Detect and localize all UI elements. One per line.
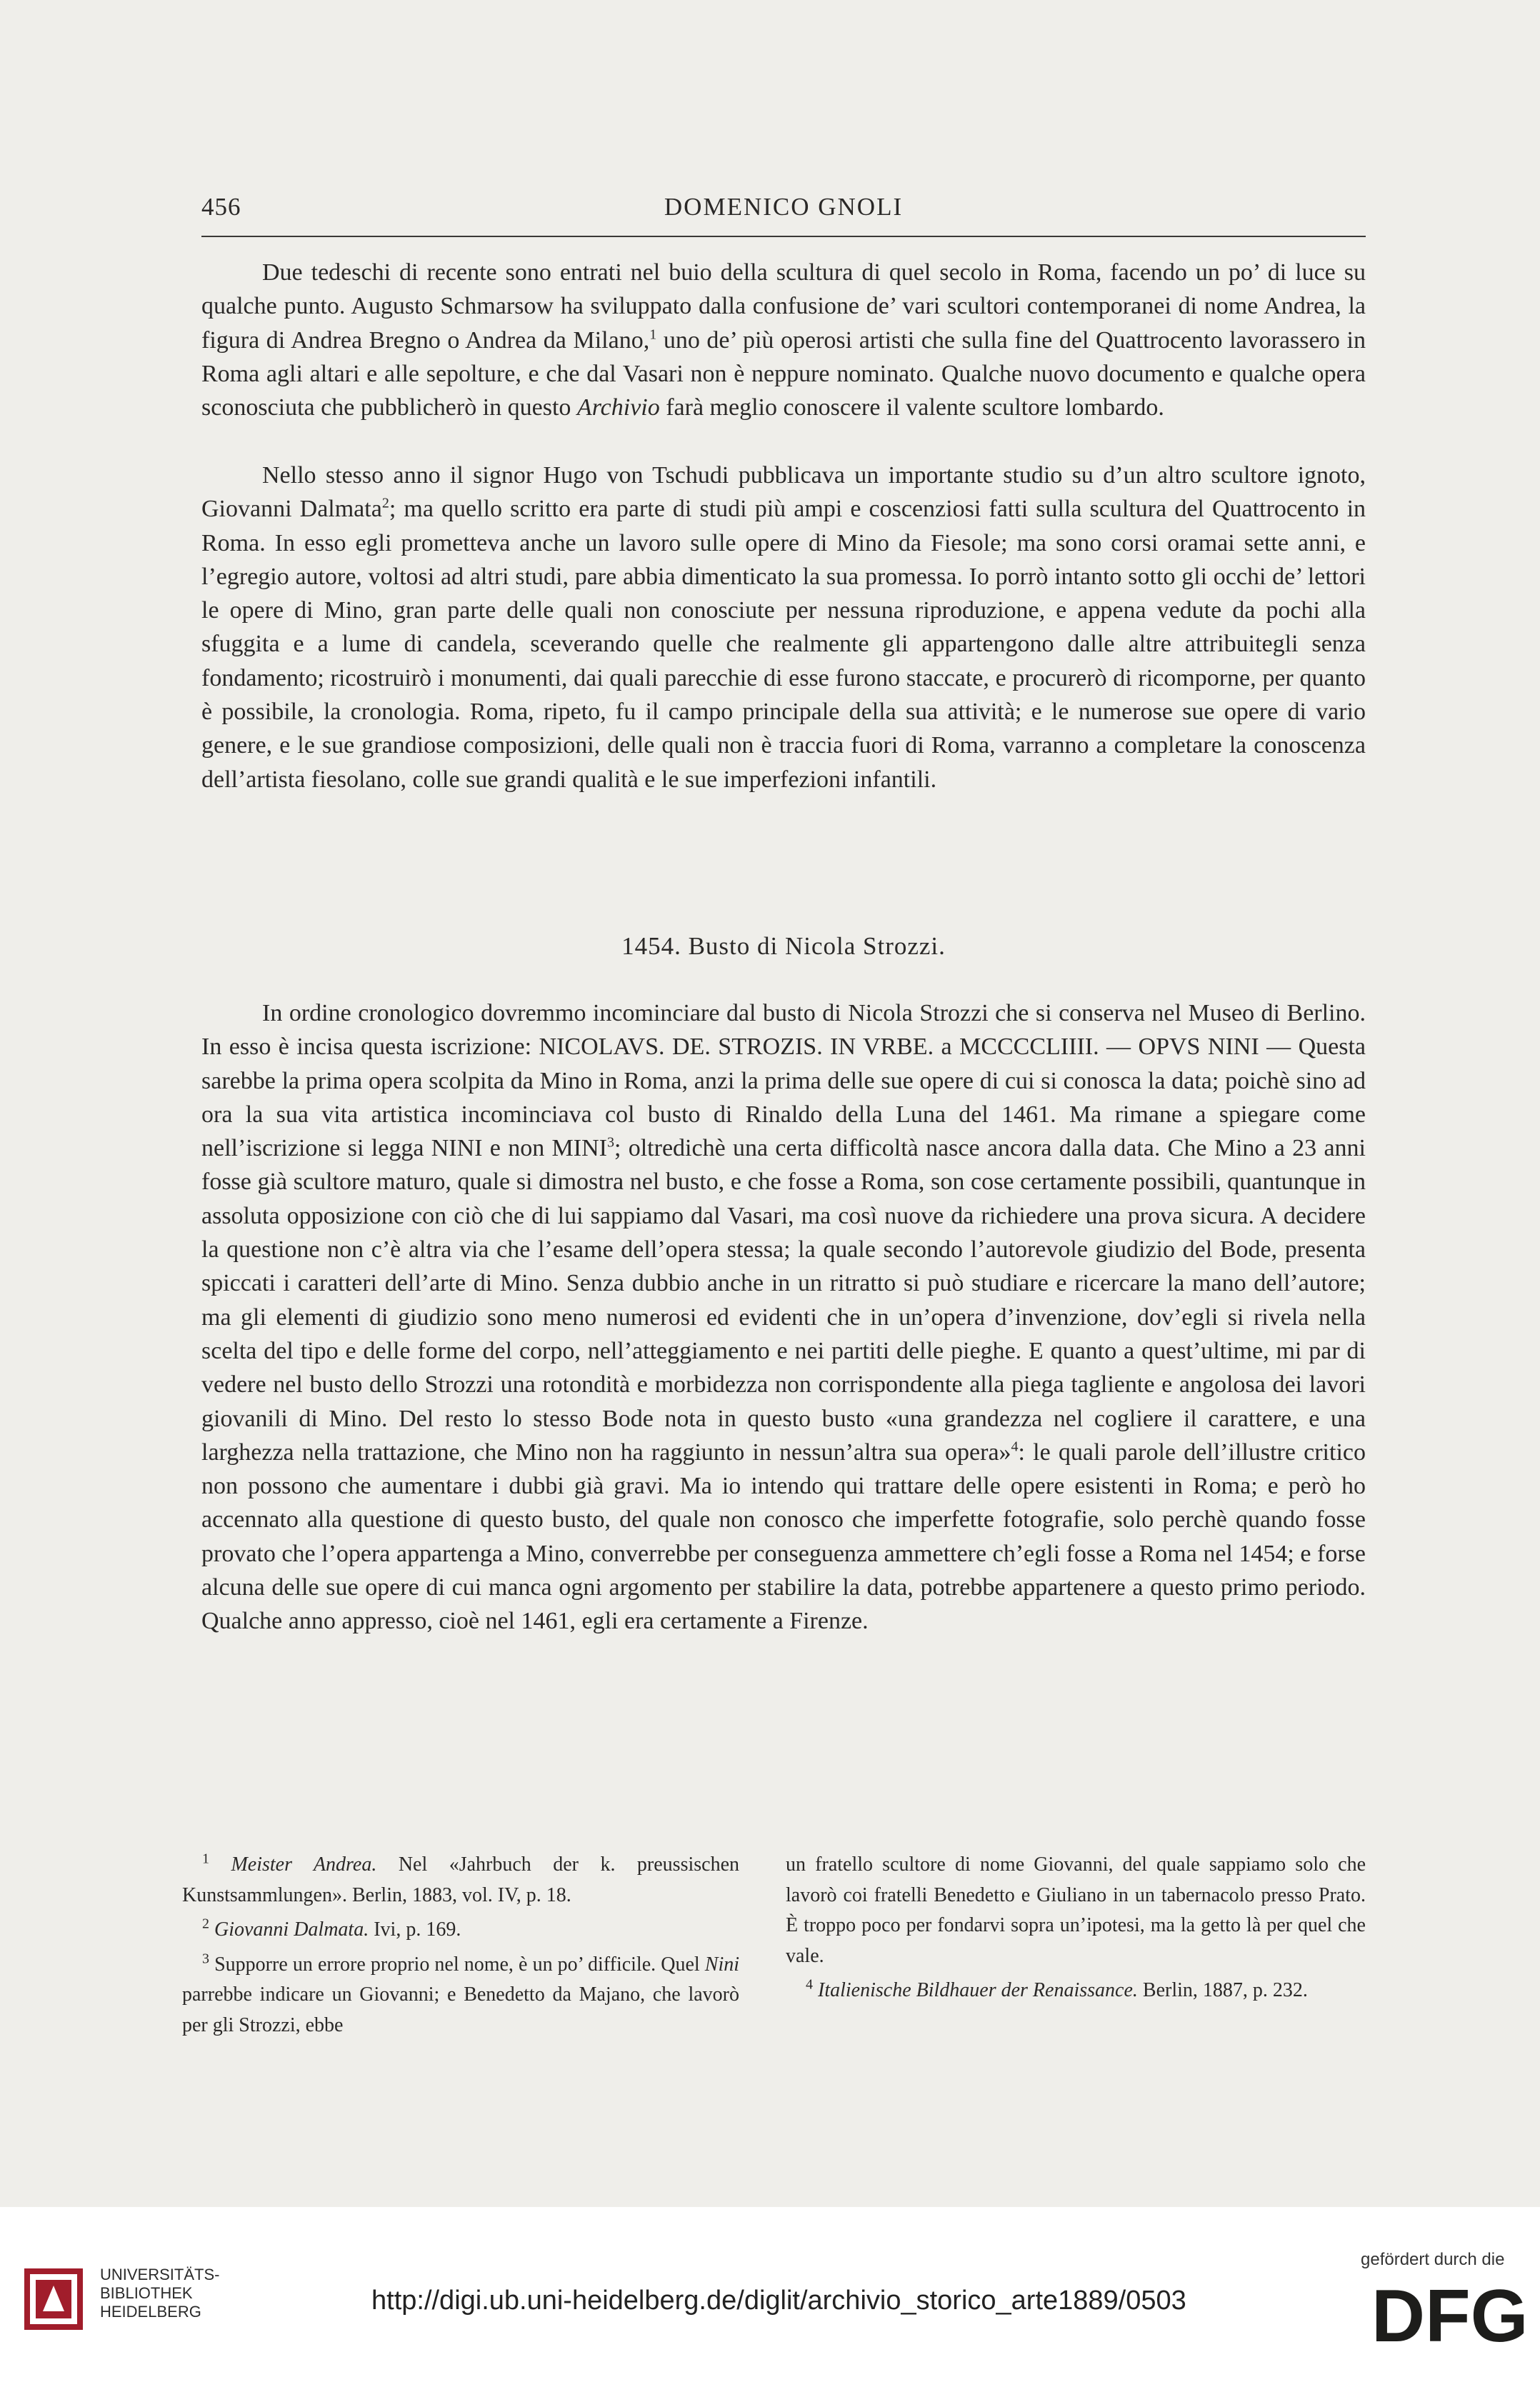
- footnote-2-text: Ivi, p. 169.: [369, 1918, 461, 1941]
- paragraph-3-text-c: : le quali parole dell’illustre critico non possono che aumentare i dubbi già gravi. Ma io intendo qui trattare delle opere esistenti in Roma; e però ho accennato alla questione di questo busto, del quale non conosco che imperfette fotografie, solo perchè quando fosse provato che l’opera appartenga a Mino, converrebbe per conseguenza ammettere ch’egli fosse a Roma nel 1454; e forse alcuna delle sue opere di cui manca ogni argomento per stabilire la data, potrebbe appartenere a questo primo periodo. Qualche anno appresso, cioè nel 1461, egli era certamente a Firenze.: [201, 1438, 1366, 1635]
- footnote-3-text-a: Supporre un errore proprio nel nome, è un po’ difficile. Quel: [214, 1953, 705, 1976]
- footnote-4-number: 4: [806, 1976, 813, 1993]
- footnote-ref-2: 2: [381, 495, 389, 511]
- footnote-1: [182, 1850, 739, 1911]
- footnotes-left-column: [182, 1850, 739, 2045]
- footnote-4: [786, 1976, 1366, 2006]
- digitization-footer: [0, 2207, 1540, 2397]
- paragraph-1: [201, 256, 1366, 424]
- footnote-3-italic: Nini: [704, 1953, 739, 1976]
- dfg-logo-icon: [1371, 2278, 1529, 2350]
- paragraph-1-text-c: farà meglio conoscere il valente scultore lombardo.: [659, 394, 1164, 421]
- footnote-3: [182, 1950, 739, 2041]
- university-name-line-1: UNIVERSITÄTS-: [100, 2266, 220, 2283]
- source-url-link[interactable]: http://digi.ub.uni-heidelberg.de/diglit/archivio_storico_arte1889/0503: [371, 2286, 1186, 2316]
- university-name-line-2: BIBLIOTHEK: [100, 2284, 193, 2302]
- running-head: DOMENICO GNOLI: [664, 193, 904, 221]
- footnote-1-text: Nel «Jahrbuch der k. preussischen Kunstsammlungen». Berlin, 1883, vol. IV, p. 18.: [182, 1853, 740, 1906]
- page-header: [201, 193, 1366, 236]
- footnote-3-continued: un fratello scultore di nome Giovanni, del quale sappiamo solo che lavorò coi fratelli Benedetto e Giuliano in un tabernacolo presso Prato. È troppo poco per fondarvi sopra un’ipotesi, ma la getto là per quel che vale.: [786, 1853, 1366, 1967]
- footnotes-right-column: [786, 1850, 1366, 2011]
- university-library-logo-icon: [14, 2258, 93, 2337]
- footnote-1-number: 1: [202, 1851, 209, 1867]
- paragraph-1-italic: Archivio: [576, 394, 660, 421]
- footnote-ref-1: 1: [649, 326, 657, 343]
- section-title: 1454. Busto di Nicola Strozzi.: [621, 932, 946, 960]
- paragraph-1-text-b: uno de’ più operosi artisti che sulla fine del Quattrocento lavorassero in Roma agli altari e alle sepolture, e che dal Vasari non è neppure nominato. Qualche nuovo documento e qualche opera sconosciuta che pubblicherò in questo: [201, 326, 1366, 421]
- dfg-logo-text: DFG: [1371, 2278, 1529, 2350]
- footnote-3-text-b: parrebbe indicare un Giovanni; e Benedetto da Majano, che lavorò per gli Strozzi, ebbe: [182, 1983, 739, 2036]
- paragraph-1-text-a: Due tedeschi di recente sono entrati nel buio della scultura di quel secolo in Roma, facendo un po’ di luce su qualche punto. Augusto Schmarsow ha sviluppato dalla confusione de’ vari scultori contemporanei di nome Andrea, la figura di Andrea Bregno o Andrea da Milano,: [201, 259, 1366, 354]
- footnote-ref-4: 4: [1011, 1438, 1019, 1455]
- paragraph-2-text-a: Nello stesso anno il signor Hugo von Tschudi pubblicava un importante studio su d’un altro scultore ignoto, Giovanni Dalmata: [201, 462, 1366, 523]
- footnote-4-text: Berlin, 1887, p. 232.: [1137, 1979, 1308, 2001]
- footnote-1-title: Meister Andrea.: [231, 1853, 377, 1876]
- footnote-2-title: Giovanni Dalmata.: [214, 1918, 369, 1941]
- university-library-name: [100, 2266, 219, 2321]
- footnote-4-title: Italienische Bildhauer der Renaissance.: [818, 1979, 1138, 2001]
- footnote-ref-3: 3: [606, 1134, 614, 1151]
- university-name-line-3: HEIDELBERG: [100, 2303, 201, 2321]
- footnote-3-number: 3: [202, 1951, 209, 1967]
- footnote-2-number: 2: [202, 1916, 209, 1932]
- paragraph-3: [201, 996, 1366, 1638]
- funded-by-label: gefördert durch die: [1361, 2250, 1505, 2269]
- paragraph-3-text-a: In ordine cronologico dovremmo incominciare dal busto di Nicola Strozzi che si conserva nel Museo di Berlino. In esso è incisa questa iscrizione: NICOLAVS. DE. STROZIS. IN VRBE. a MCCCCLIIII. — OPVS NINI — Questa sarebbe la prima opera scolpita da Mino in Roma, anzi la prima delle sue opere di cui si conosca la data; poichè sino ad ora la sua vita artistica incominciava col busto di Rinaldo della Luna del 1461. Ma rimane a spiegare come nell’iscrizione si legga NINI e non MINI: [201, 1000, 1366, 1162]
- paragraph-2: [201, 459, 1366, 796]
- paragraph-2-text-b: ; ma quello scritto era parte di studi più ampi e coscenziosi fatti sulla scultura del Quattrocento in Roma. In esso egli prometteva anche un lavoro sulle opere di Mino da Fiesole; ma sono corsi oramai sette anni, e l’egregio autore, voltosi ad altri studi, pare abbia dimenticato la sua promessa. Io porrò intanto sotto gli occhi de’ lettori le opere di Mino, gran parte delle quali non conosciute per nessuna riproduzione, e appena vedute da pochi alla sfuggita e a lume di candela, sceverando quelle che realmente gli appartengono dalle altre attribuitegli senza fondamento; ricostruirò i monumenti, dai quali parecchie di esse furono staccate, e procurerò di ricomporne, per quanto è possibile, la cronologia. Roma, ripeto, fu il campo principale della sua attività; e le numerose sue opere di vario genere, e le sue grandiose composizioni, delle quali non è traccia fuori di Roma, varranno a completare la conoscenza dell’artista fiesolano, colle sue grandi qualità e le sue imperfezioni infantili.: [201, 496, 1366, 793]
- paragraph-3-text-b: ; oltredichè una certa difficoltà nasce ancora dalla data. Che Mino a 23 anni fosse già scultore maturo, quale si dimostra nel busto, e che fosse a Roma, son cose certamente possibili, quantunque in assoluta opposizione con ciò che di lui sappiamo dal Vasari, ma così nuove da richiedere una prova sicura. A decidere la questione non c’è altra via che l’esame dell’opera stessa; la quale secondo l’autorevole giudizio del Bode, presenta spiccati i caratteri dell’arte di Mino. Senza dubbio anche in un ritratto si può studiare e ricercare la mano dell’autore; ma gli elementi di giudizio sono meno numerosi ed evidenti che in un’opera d’invenzione, dov’egli si rivela nella scelta del tipo e delle forme del corpo, nell’atteggiamento e nei partiti delle pieghe. E quanto a quest’ultime, mi par di vedere nel busto dello Strozzi una rotondità e morbidezza non corrispondente alla piega tagliente e angolosa dei lavori giovanili di Mino. Del resto lo stesso Bode nota in questo busto «una grandezza nel cogliere il carattere, e una larghezza nella trattazione, che Mino non ha raggiunto in nessun’altra sua opera»: [201, 1135, 1366, 1466]
- footnote-2: [182, 1915, 739, 1946]
- page-number: 456: [201, 193, 241, 221]
- header-rule: [201, 236, 1366, 237]
